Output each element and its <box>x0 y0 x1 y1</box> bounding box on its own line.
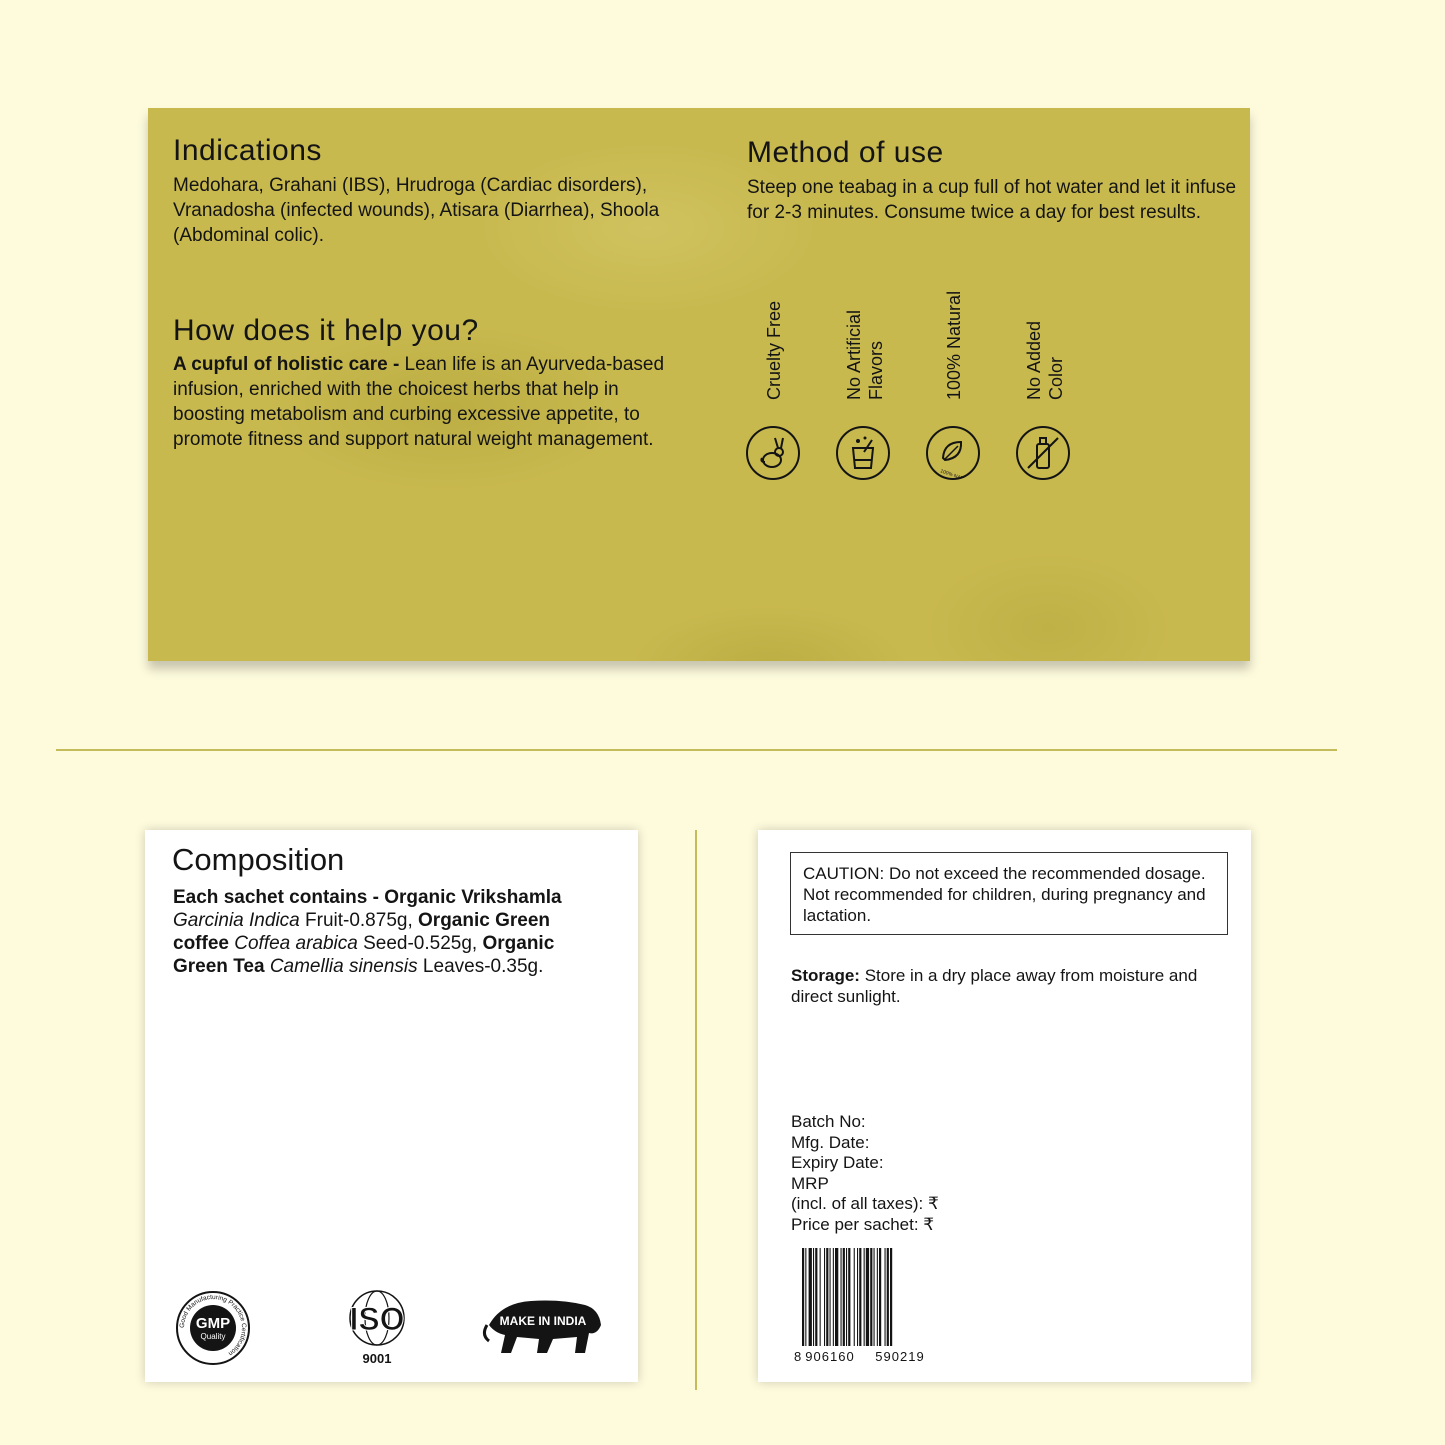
expiry-date: Expiry Date: <box>791 1153 884 1172</box>
no-color-bottle-icon <box>1016 426 1070 480</box>
caution-text: Do not exceed the recommended dosage. Not recommended for children, during pregnancy and lactation. <box>803 864 1206 925</box>
barcode-bar <box>820 1248 821 1346</box>
leaf-icon <box>926 426 980 480</box>
ingredient-latin: Coffea arabica <box>234 933 358 954</box>
gmp-logo <box>175 1290 251 1371</box>
ingredient-latin: Camellia sinensis <box>269 956 418 977</box>
caution-box <box>790 852 1228 935</box>
ingredient-part: Fruit-0.875g, <box>299 910 419 931</box>
barcode-bar <box>843 1248 845 1346</box>
mfg-date: Mfg. Date: <box>791 1132 870 1152</box>
barcode-bar <box>874 1248 875 1346</box>
iso-logo <box>341 1288 413 1373</box>
barcode-bar <box>824 1248 825 1346</box>
rabbit-icon <box>746 426 800 480</box>
indications-title: Indications <box>173 134 322 167</box>
barcode-bar <box>826 1248 828 1346</box>
ingredient-part: Seed-0.525g, <box>357 933 483 954</box>
barcode-bar <box>877 1248 878 1346</box>
beaker-icon <box>836 426 890 480</box>
barcode-bar <box>887 1248 889 1346</box>
badge-label-line1: No Artificial <box>844 309 864 400</box>
storage-text <box>791 965 1231 1007</box>
barcode-digits-3: 590219 <box>875 1349 925 1364</box>
barcode-bar <box>805 1248 806 1346</box>
barcode-bar <box>854 1248 855 1346</box>
barcode-bar <box>833 1248 834 1346</box>
badge-label: Cruelty Free <box>764 300 784 400</box>
composition-title: Composition <box>172 842 345 877</box>
seal-text: 100% NATURAL <box>939 468 977 478</box>
barcode-bar <box>802 1248 804 1346</box>
badge-label-line2: Color <box>1046 356 1066 400</box>
barcode <box>794 1246 946 1371</box>
ingredient-name: Organic Vrikshamla <box>384 887 562 908</box>
info-panel <box>148 108 1250 661</box>
ingredient-name: Organic Green coffee <box>173 910 551 954</box>
label-card <box>758 830 1251 1382</box>
gmp-sub-text: Quality <box>200 1332 226 1341</box>
price-per-sachet: Price per sachet: ₹ <box>791 1214 935 1234</box>
composition-lead: Each sachet contains - <box>173 887 385 908</box>
barcode-bar <box>879 1248 881 1346</box>
mrp-incl: (incl. of all taxes): ₹ <box>791 1194 939 1213</box>
barcode-bar <box>841 1248 842 1346</box>
barcode-bar <box>864 1248 865 1346</box>
mrp: MRP <box>791 1173 829 1193</box>
make-in-india-text: MAKE IN INDIA <box>499 1314 587 1328</box>
gmp-ring-text: Good Manufacturing Practice Certification <box>178 1293 248 1357</box>
help-text <box>173 352 673 452</box>
badge-label-line2: Flavors <box>866 340 886 400</box>
indications-text: Medohara, Grahani (IBS), Hrudroga (Cardiac disorders), Vranadosha (infected wounds), Atisara (Diarrhea), Shoola (Abdominal colic). <box>173 175 660 246</box>
ingredient-name: Organic Green Tea <box>173 933 555 977</box>
iso-number: 9001 <box>362 1351 392 1366</box>
method-text: Steep one teabag in a cup full of hot water and let it infuse for 2-3 minutes. Consume twice a day for best results. <box>747 177 1237 223</box>
help-title: How does it help you? <box>173 314 479 347</box>
ingredient-part: Leaves-0.35g. <box>417 956 544 977</box>
barcode-bar <box>830 1248 831 1346</box>
barcode-bar <box>859 1248 861 1346</box>
gmp-text: GMP <box>195 1315 231 1332</box>
barcode-bar <box>885 1248 886 1346</box>
ingredient-latin: Garcinia Indica <box>173 910 300 931</box>
method-title: Method of use <box>747 136 944 169</box>
make-in-india-logo <box>481 1295 603 1360</box>
barcode-bar <box>809 1248 812 1346</box>
barcode-digits-2: 906160 <box>805 1349 855 1364</box>
barcode-digit-1: 8 <box>794 1349 802 1364</box>
batch-no: Batch No: <box>791 1112 866 1131</box>
iso-text: ISO <box>349 1301 405 1337</box>
barcode-bar <box>866 1248 869 1346</box>
barcode-bar <box>857 1248 858 1346</box>
caution-label: CAUTION: <box>803 864 885 883</box>
barcode-bar <box>835 1248 838 1346</box>
barcode-bar <box>848 1248 850 1346</box>
batch-info <box>791 1112 939 1235</box>
help-body: Lean life is an Ayurveda-based infusion, enriched with the choicest herbs that help in boosting metabolism and curbing excessive appetite, to promote fitness and support natural weight management. <box>173 354 665 450</box>
badge-label-line1: No Added <box>1024 320 1044 400</box>
barcode-bars <box>802 1248 892 1346</box>
composition-text <box>173 886 593 978</box>
badge-label: 100% Natural <box>944 290 964 400</box>
barcode-bar <box>813 1248 814 1346</box>
help-lead: A cupful of holistic care - <box>173 354 405 375</box>
composition-card <box>145 830 638 1382</box>
vertical-divider <box>695 830 697 1390</box>
storage-label: Storage: <box>791 966 860 985</box>
barcode-bar <box>846 1248 847 1346</box>
barcode-bar <box>870 1248 872 1346</box>
barcode-bar <box>890 1248 892 1346</box>
storage-body: Store in a dry place away from moisture and direct sunlight. <box>791 966 1198 1006</box>
horizontal-divider <box>56 749 1337 751</box>
barcode-bar <box>815 1248 817 1346</box>
